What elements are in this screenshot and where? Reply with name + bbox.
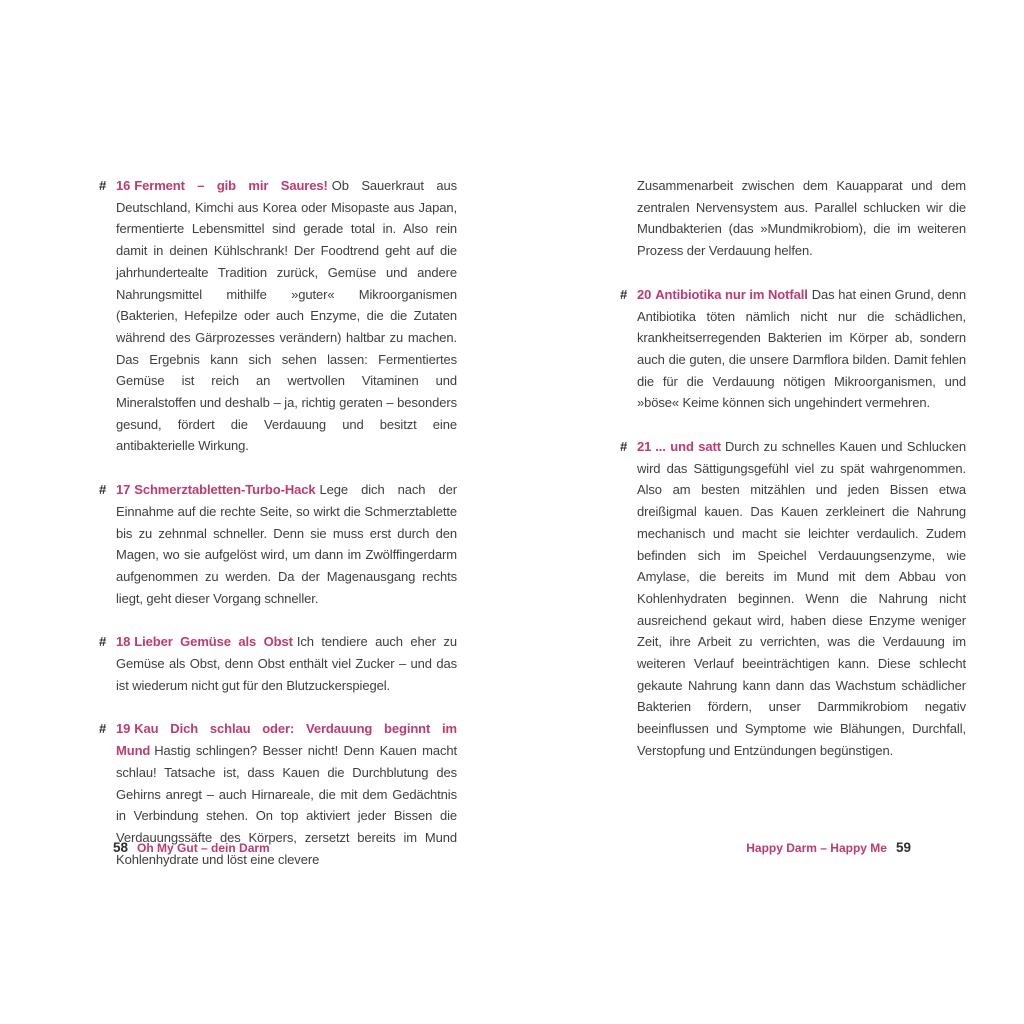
page-number: 58	[113, 840, 129, 855]
hash-mark: #	[99, 721, 107, 737]
tip-title: Kau Dich schlau oder: Verdauung beginnt im Mund	[116, 721, 457, 759]
hash-mark: #	[99, 482, 107, 498]
tip-entry-16	[99, 175, 457, 457]
left-page-footer	[113, 841, 270, 855]
tip-entry-20	[620, 284, 966, 414]
right-page-text-column	[620, 175, 966, 784]
tip-number: 20	[637, 286, 652, 302]
tip-number: 19	[116, 721, 131, 737]
tip-body: Lege dich nach der Einnahme auf die rechte Seite, so wirkt die Schmerztablette bis zu zehnmal schneller. Denn sie muss erst durch den Magen, wo sie aufgelöst wird, um dann im Zwölffingerdarm aufgenommen zu werden. Da der Magenausgang rechts liegt, geht dieser Vorgang schneller.	[116, 482, 457, 606]
hash-mark: #	[99, 634, 107, 650]
tip-title: ... und satt	[655, 439, 722, 455]
tip-body: Durch zu schnelles Kauen und Schlucken wird das Sättigungsgefühl viel zu spät wahrgenommen. Also am besten mitzählen und jeden Bissen etwa dreißigmal kauen. Das Kauen zerkleinert die Nahrung mechanisch und macht sie leichter verdaulich. Zudem befinden sich im Speichel Verdauungsenzyme, wie Amylase, die bereits im Mund mit dem Abbau von Kohlenhydraten beginnen. Wenn die Nahrung nicht ausreichend gekaut wird, haben diese Enzyme weniger Zeit, ihre Arbeit zu verrichten, was die Verdauung im weiteren Verlauf beeinträchtigen kann. Diese schlecht gekaute Nahrung kann dann das Wachstum schädlicher Bakterien fördern, unser Darmmikrobiom negativ beeinflussen und Symptome wie Blähungen, Durchfall, Verstopfung und Entzündungen begünstigen.	[637, 439, 966, 758]
tip-body: Ob Sauerkraut aus Deutschland, Kimchi aus Korea oder Misopaste aus Japan, fermentierte Lebensmittel sind gerade total in. Also rein damit in deinen Kühlschrank! Der Foodtrend geht auf die jahrhundertealte Tradition zurück, Gemüse und andere Nahrungsmittel mithilfe »guter« Mikroorganismen (Bakterien, Hefepilze oder auch Enzyme, die die Zutaten während des Gärprozesses verändern) haltbar zu machen. Das Ergebnis kann sich sehen lassen: Fermentiertes Gemüse ist reich an wertvollen Vitaminen und Mineralstoffen und deshalb – ja, richtig geraten – besonders gesund, fördert die Verdauung und besitzt eine antibakterielle Wirkung.	[116, 178, 457, 454]
tip-body: Ich tendiere auch eher zu Gemüse als Obst, denn Obst enthält viel Zucker – und das ist wiederum nicht gut für den Blutzuckerspiegel.	[116, 634, 457, 693]
hash-mark: #	[99, 178, 107, 193]
chapter-title: Oh My Gut – dein Darm	[137, 841, 270, 855]
page-number: 59	[895, 840, 911, 855]
tip-entry-18	[99, 631, 457, 696]
tip-body: Zusammenarbeit zwischen dem Kauapparat und dem zentralen Nervensystem aus. Parallel schlucken wir die Mundbakterien (das »Mundmikrobiom), die im weiteren Prozess der Verdauung helfen.	[637, 178, 966, 259]
left-page-text-column	[99, 175, 457, 892]
hash-mark: #	[620, 439, 628, 455]
tip-body: Das hat einen Grund, denn Antibiotika töten nämlich nicht nur die schädlichen, krankheitserregenden Bakterien im Körper ab, sondern auch die guten, die unsere Darmflora bilden. Damit fehlen die für die Verdauung nötigen Mikroorganismen, und »böse« Keime können sich ungehindert vermehren.	[637, 286, 967, 411]
right-page-footer	[620, 841, 911, 855]
tip-title: Ferment – gib mir Saures!	[134, 178, 328, 193]
tip-title: Lieber Gemüse als Obst	[134, 634, 293, 650]
tip-number: 21	[637, 439, 652, 455]
tip-title: Schmerztabletten-Turbo-Hack	[134, 482, 316, 498]
tip-title: Antibiotika nur im Notfall	[655, 286, 808, 302]
tip-number: 17	[116, 482, 131, 498]
chapter-title: Happy Darm – Happy Me	[746, 841, 887, 855]
tip-entry-17	[99, 479, 457, 609]
tip-19-continuation	[620, 175, 966, 262]
tip-number: 16	[116, 178, 131, 193]
tip-body: Hastig schlingen? Besser nicht! Denn Kauen macht schlau! Tatsache ist, dass Kauen die Durchblutung des Gehirns anregt – auch Hirnareale, die mit dem Gedächtnis in Verbindung stehen. On top aktiviert jeder Bissen die Verdauungssäfte des Körpers, zersetzt bereits im Mund Kohlenhydrate und löst eine clevere	[116, 743, 457, 867]
tip-number: 18	[116, 634, 131, 650]
hash-mark: #	[620, 286, 628, 302]
tip-entry-21	[620, 436, 966, 762]
